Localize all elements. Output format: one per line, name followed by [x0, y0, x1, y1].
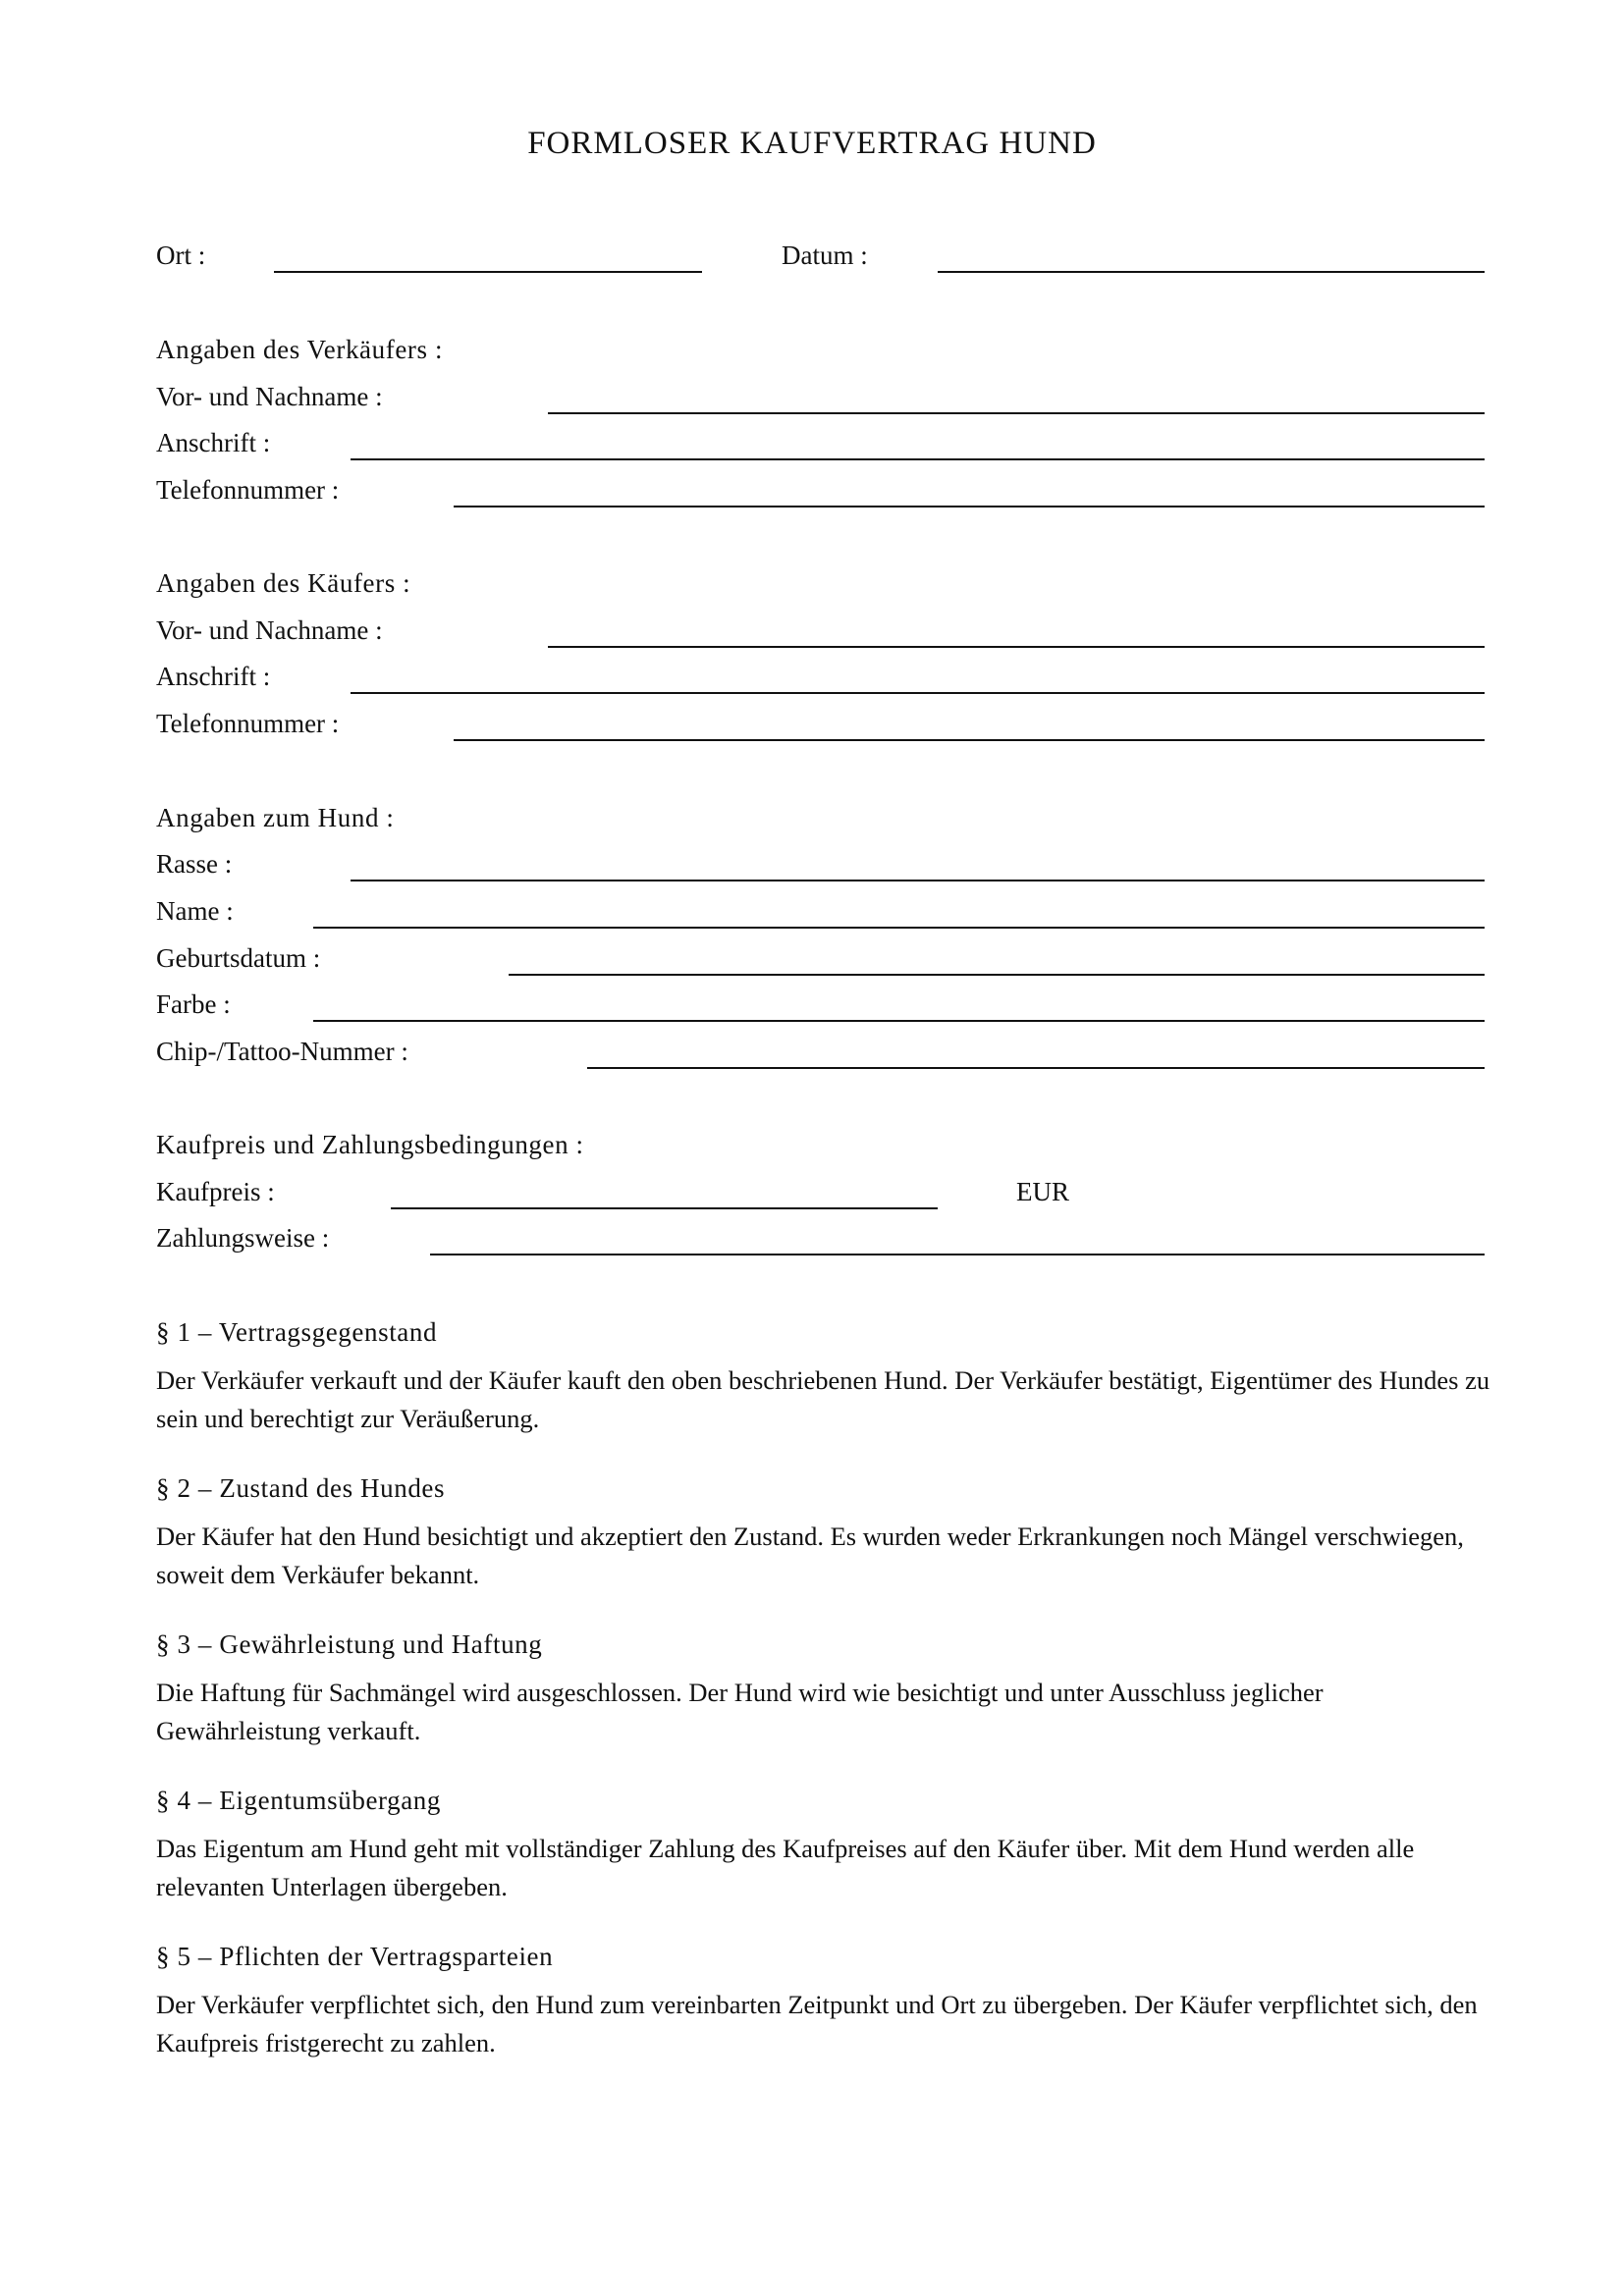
paragraph-2-body: Der Käufer hat den Hund besichtigt und akzeptiert den Zustand. Es wurden weder Erkrankungen noch Mängel verschwiegen, soweit dem Verkäufer bekannt. [156, 1522, 1464, 1589]
paragraph-4-body: Das Eigentum am Hund geht mit vollständiger Zahlung des Kaufpreises auf den Käufer über. Mit dem Hund werden alle relevanten Unterlagen übergeben. [156, 1834, 1415, 1901]
dog-color-label: Farbe : [156, 989, 231, 1019]
paragraph-4-heading: § 4 – Eigentumsübergang [156, 1786, 442, 1815]
paragraph-2-heading: § 2 – Zustand des Hundes [156, 1473, 446, 1503]
document-title: FORMLOSER KAUFVERTRAG HUND [527, 126, 1097, 161]
dog-birthdate-field[interactable] [509, 974, 1485, 976]
paragraph-3-heading: § 3 – Gewährleistung und Haftung [156, 1629, 543, 1659]
datum-field[interactable] [938, 271, 1485, 273]
dog-chip-field[interactable] [587, 1067, 1485, 1069]
dog-color-field[interactable] [313, 1020, 1485, 1022]
paragraph-5-body: Der Verkäufer verpflichtet sich, den Hund zum vereinbarten Zeitpunkt und Ort zu übergeben. Der Käufer verpflichtet sich, den Kaufpreis fristgerecht zu zahlen. [156, 1990, 1478, 2057]
buyer-phone-label: Telefonnummer : [156, 709, 340, 738]
dog-name-label: Name : [156, 896, 234, 926]
seller-address-label: Anschrift : [156, 428, 271, 457]
dog-heading: Angaben zum Hund : [156, 803, 395, 832]
seller-address-field[interactable] [351, 458, 1485, 460]
payment-method-field[interactable] [430, 1254, 1485, 1255]
paragraph-1-heading: § 1 – Vertragsgegenstand [156, 1317, 438, 1347]
seller-heading: Angaben des Verkäufers : [156, 335, 444, 364]
seller-name-label: Vor- und Nachname : [156, 382, 383, 411]
price-label: Kaufpreis : [156, 1177, 275, 1206]
ort-field[interactable] [274, 271, 702, 273]
dog-birthdate-label: Geburtsdatum : [156, 943, 321, 973]
dog-name-field[interactable] [313, 927, 1485, 929]
price-field[interactable] [391, 1207, 938, 1209]
buyer-phone-field[interactable] [454, 739, 1485, 741]
datum-label: Datum : [782, 240, 868, 270]
buyer-address-label: Anschrift : [156, 662, 271, 691]
dog-chip-label: Chip-/Tattoo-Nummer : [156, 1037, 408, 1066]
paragraph-5-heading: § 5 – Pflichten der Vertragsparteien [156, 1942, 554, 1971]
buyer-name-field[interactable] [548, 646, 1485, 648]
seller-phone-label: Telefonnummer : [156, 475, 340, 505]
buyer-address-field[interactable] [351, 692, 1485, 694]
paragraph-1-body: Der Verkäufer verkauft und der Käufer kauft den oben beschriebenen Hund. Der Verkäufer bestätigt, Eigentümer des Hundes zu sein und berechtigt zur Veräußerung. [156, 1365, 1490, 1433]
payment-heading: Kaufpreis und Zahlungsbedingungen : [156, 1130, 584, 1159]
currency-label: EUR [1016, 1177, 1069, 1206]
dog-breed-field[interactable] [351, 880, 1485, 881]
dog-breed-label: Rasse : [156, 849, 233, 879]
buyer-name-label: Vor- und Nachname : [156, 615, 383, 645]
seller-name-field[interactable] [548, 412, 1485, 414]
seller-phone-field[interactable] [454, 506, 1485, 507]
ort-label: Ort : [156, 240, 206, 270]
payment-method-label: Zahlungsweise : [156, 1223, 330, 1253]
buyer-heading: Angaben des Käufers : [156, 568, 411, 598]
paragraph-3-body: Die Haftung für Sachmängel wird ausgeschlossen. Der Hund wird wie besichtigt und unter Ausschluss jeglicher Gewährleistung verkauft. [156, 1678, 1324, 1745]
